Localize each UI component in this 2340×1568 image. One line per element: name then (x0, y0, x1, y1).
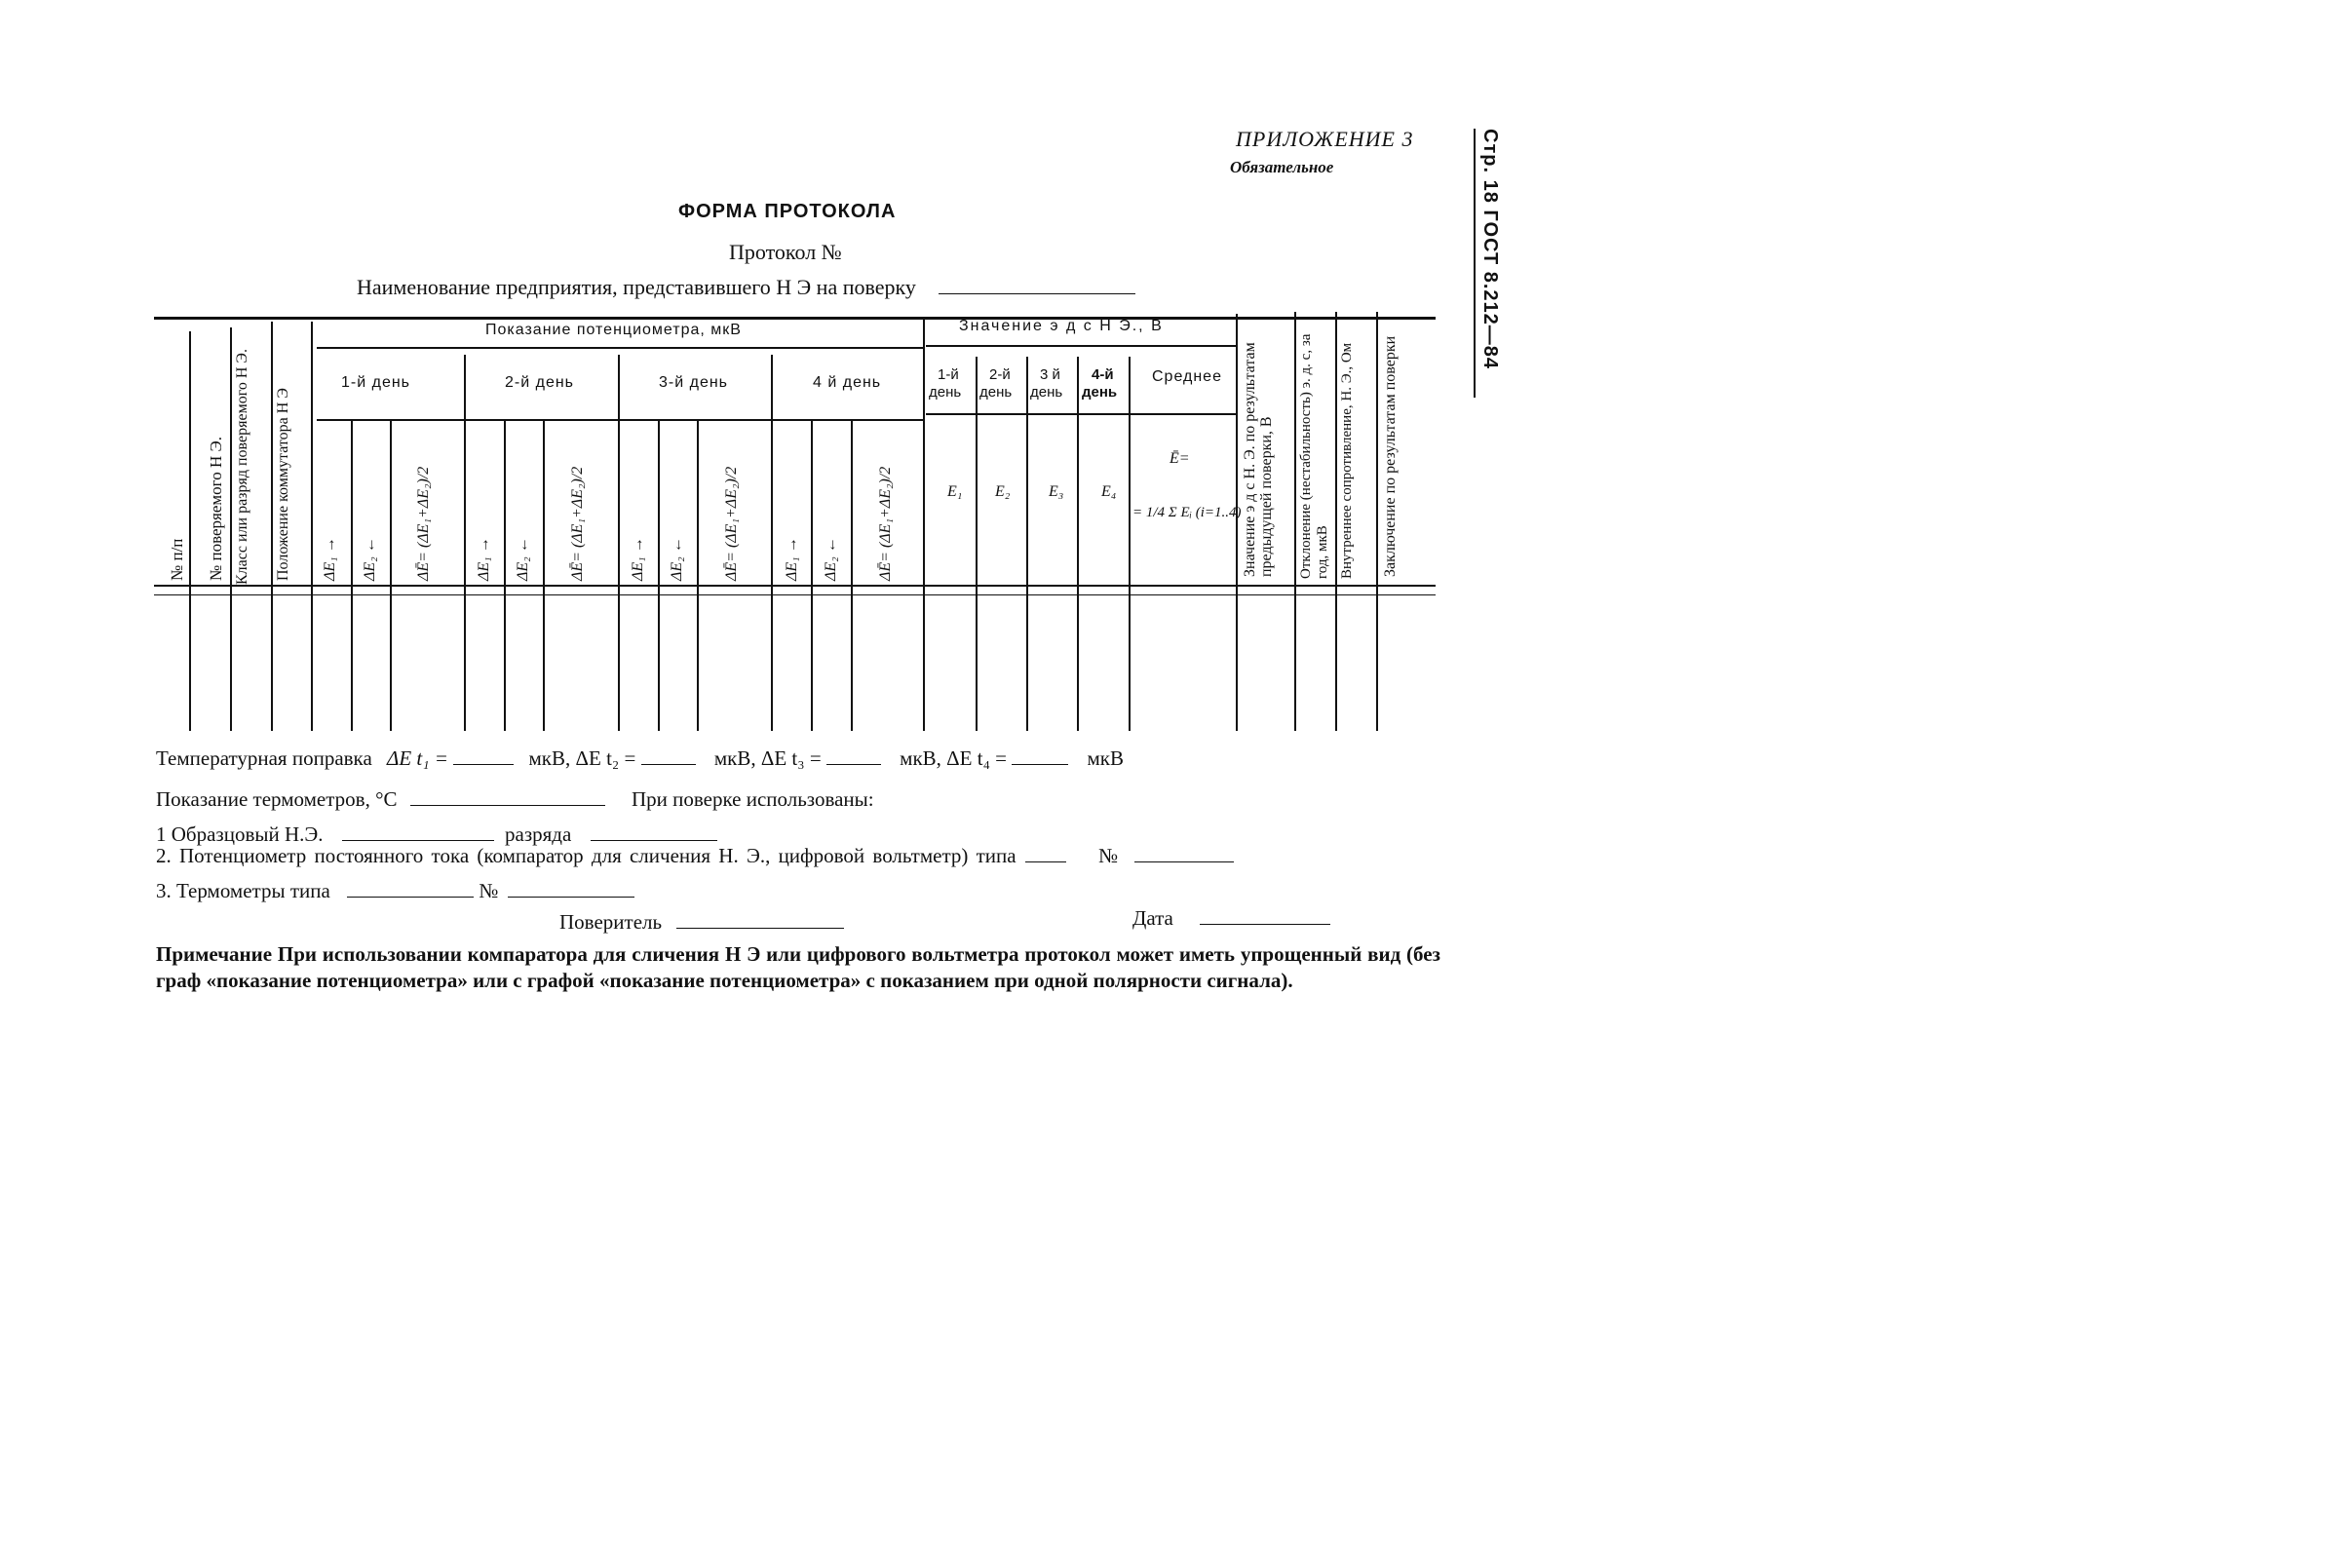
day-3: 3-й день (659, 374, 729, 391)
vline (1129, 357, 1131, 731)
col-prev-text: Значение э д с Н. Э. по результатам предыдущей поверки, В (1242, 342, 1275, 577)
date-label: Дата (1132, 906, 1173, 930)
emf-day1-line2: день (929, 384, 962, 401)
day1-dE2: ΔE₂ ← (362, 537, 378, 581)
day3-dE1: ΔE₁ → (630, 537, 646, 581)
emf-day4-symbol: E₄ (1101, 483, 1117, 500)
days-rule (317, 419, 923, 421)
item3-label: 3. Термометры типа (156, 879, 330, 902)
side-header: Стр. 18 ГОСТ 8.212—84 (1479, 129, 1501, 370)
vline (189, 331, 191, 731)
date-line (1132, 906, 1330, 931)
day3-avg: ΔĒ= (ΔE₁+ΔE₂)/2 (723, 466, 740, 581)
vline (311, 322, 313, 731)
temp-t4-label: мкВ, ΔE t₄ = (900, 746, 1008, 770)
vline (697, 421, 699, 731)
temp-t4-field[interactable] (1012, 764, 1068, 765)
appendix-subtitle: Обязательное (1230, 158, 1334, 176)
day-4: 4 й день (813, 374, 882, 391)
form-title: ФОРМА ПРОТОКОЛА (678, 201, 897, 222)
date-field[interactable] (1200, 924, 1330, 925)
temp-t2-field[interactable] (641, 764, 696, 765)
col-class (234, 329, 251, 585)
day-2: 2-й день (505, 374, 575, 391)
temp-t3-label: мкВ, ΔE t₃ = (713, 746, 822, 770)
temp-t3-field[interactable] (826, 764, 881, 765)
item1-field[interactable] (342, 840, 494, 841)
emf-day2-line2: день (979, 384, 1013, 401)
protocol-label: Протокол № (729, 240, 842, 264)
col-dev-text: Отклонение (нестабильность) э. д. с, за год, мкВ (1298, 333, 1330, 579)
item2-line (156, 844, 1234, 868)
enterprise-line (357, 275, 1135, 300)
verifier-label: Поверитель (559, 910, 663, 934)
temp-t1-field[interactable] (453, 764, 514, 765)
col-res (1339, 316, 1356, 579)
col-no: № п/п (168, 538, 186, 581)
vline (771, 355, 773, 731)
pot-header-rule (317, 347, 923, 349)
thermometers-label: Показание термометров, °С (156, 787, 398, 811)
item3-line (156, 879, 634, 903)
day4-dE2: ΔE₂ ← (823, 537, 839, 581)
vline (504, 421, 506, 731)
potentiometer-header: Показание потенциометра, мкВ (485, 322, 742, 338)
emf-day4-line1: 4-й (1092, 366, 1114, 383)
vline (851, 421, 853, 731)
item1-rank: разряда (505, 822, 572, 846)
day4-dE1: ΔE₁ → (784, 537, 800, 581)
vline (543, 421, 545, 731)
header-bottom-rule-2 (154, 594, 1436, 595)
vline (1026, 357, 1028, 731)
day4-avg: ΔĒ= (ΔE₁+ΔE₂)/2 (877, 466, 894, 581)
emf-header-rule (926, 345, 1236, 347)
verifier-field[interactable] (676, 928, 844, 929)
emf-header: Значение э д с Н Э., В (959, 318, 1164, 334)
temp-correction (156, 746, 1124, 771)
col-res-text: Внутреннее сопротивление, Н. Э., Ом (1339, 342, 1355, 579)
vline (1376, 312, 1378, 731)
item2-no: № (1098, 844, 1119, 867)
item3-no: № (479, 879, 499, 902)
col-prev (1242, 314, 1275, 577)
item1-label: 1 Образцовый Н.Э. (156, 822, 324, 846)
col-position (275, 351, 292, 581)
enterprise-label: Наименование предприятия, представившего Н Э на поверку (357, 275, 916, 299)
col-class-text: Класс или разряд поверяемого Н Э. (234, 349, 250, 585)
col-position-text: Положение коммутатора Н Э (275, 388, 291, 581)
side-rule (1474, 129, 1476, 398)
col-concl (1382, 314, 1399, 577)
emf-day2-line1: 2-й (989, 366, 1011, 383)
emf-mean-formula-bottom: = 1/4 Σ Eᵢ (i=1..4) (1132, 505, 1242, 520)
item2-type-field[interactable] (1025, 861, 1066, 862)
day2-dE2: ΔE₂ ← (515, 537, 531, 581)
vline (1077, 357, 1079, 731)
vline (1236, 314, 1238, 731)
emf-day2-symbol: E₂ (995, 483, 1011, 500)
vline (230, 327, 232, 731)
day3-dE2: ΔE₂ ← (669, 537, 685, 581)
day1-dE1: ΔE₁ → (322, 537, 338, 581)
vline (976, 357, 978, 731)
col-ne-no: № поверяемого Н Э. (207, 437, 225, 581)
thermometers-field[interactable] (410, 805, 605, 806)
vline (390, 421, 392, 731)
vline (658, 421, 660, 731)
vline (271, 322, 273, 731)
item3-no-field[interactable] (508, 897, 634, 898)
emf-day1-line1: 1-й (938, 366, 959, 383)
item3-type-field[interactable] (347, 897, 474, 898)
col-dev (1298, 316, 1331, 579)
enterprise-field[interactable] (939, 293, 1135, 294)
day1-avg: ΔĒ= (ΔE₁+ΔE₂)/2 (415, 466, 432, 581)
emf-days-rule (926, 413, 1236, 415)
appendix-title: ПРИЛОЖЕНИЕ 3 (1236, 127, 1414, 151)
day-1: 1-й день (341, 374, 411, 391)
verifier-line (559, 910, 844, 935)
emf-day1-symbol: E₁ (947, 483, 963, 500)
thermometers-line (156, 787, 874, 812)
vline (923, 320, 925, 731)
header-bottom-rule (154, 585, 1436, 587)
emf-day3-symbol: E₃ (1049, 483, 1064, 500)
emf-mean-label: Среднее (1152, 368, 1222, 385)
emf-day3-line2: день (1030, 384, 1063, 401)
emf-day3-line1: 3 й (1040, 366, 1060, 383)
temp-label: Температурная поправка (156, 746, 372, 770)
day2-dE1: ΔE₁ → (476, 537, 492, 581)
temp-t1-label: ΔE t₁ = (387, 746, 448, 770)
note-text: Примечание При использовании компаратора для сличения Н Э или цифрового вольтметра протокол может иметь упрощенный вид (без граф «показание потенциометра» или с графой «показание потенциометра» с показанием при одной полярности сигнала). (156, 942, 1440, 992)
vline (811, 421, 813, 731)
item2-no-field[interactable] (1134, 861, 1234, 862)
used-label: При поверке использованы: (631, 787, 874, 811)
emf-mean-formula-top: Ē= (1170, 450, 1190, 467)
temp-t2-label: мкВ, ΔE t₂ = (528, 746, 636, 770)
item1-rank-field[interactable] (591, 840, 717, 841)
col-concl-text: Заключение по результатам поверки (1382, 335, 1399, 577)
temp-unit: мкВ (1087, 746, 1125, 770)
item2-label: 2. Потенциометр постоянного тока (компаратор для сличения Н. Э., цифровой вольтметр) типа (156, 844, 1017, 867)
vline (618, 355, 620, 731)
vline (1335, 312, 1337, 731)
day2-avg: ΔĒ= (ΔE₁+ΔE₂)/2 (569, 466, 586, 581)
vline (1294, 312, 1296, 731)
vline (464, 355, 466, 731)
vline (351, 421, 353, 731)
emf-day4-line2: день (1082, 384, 1118, 401)
